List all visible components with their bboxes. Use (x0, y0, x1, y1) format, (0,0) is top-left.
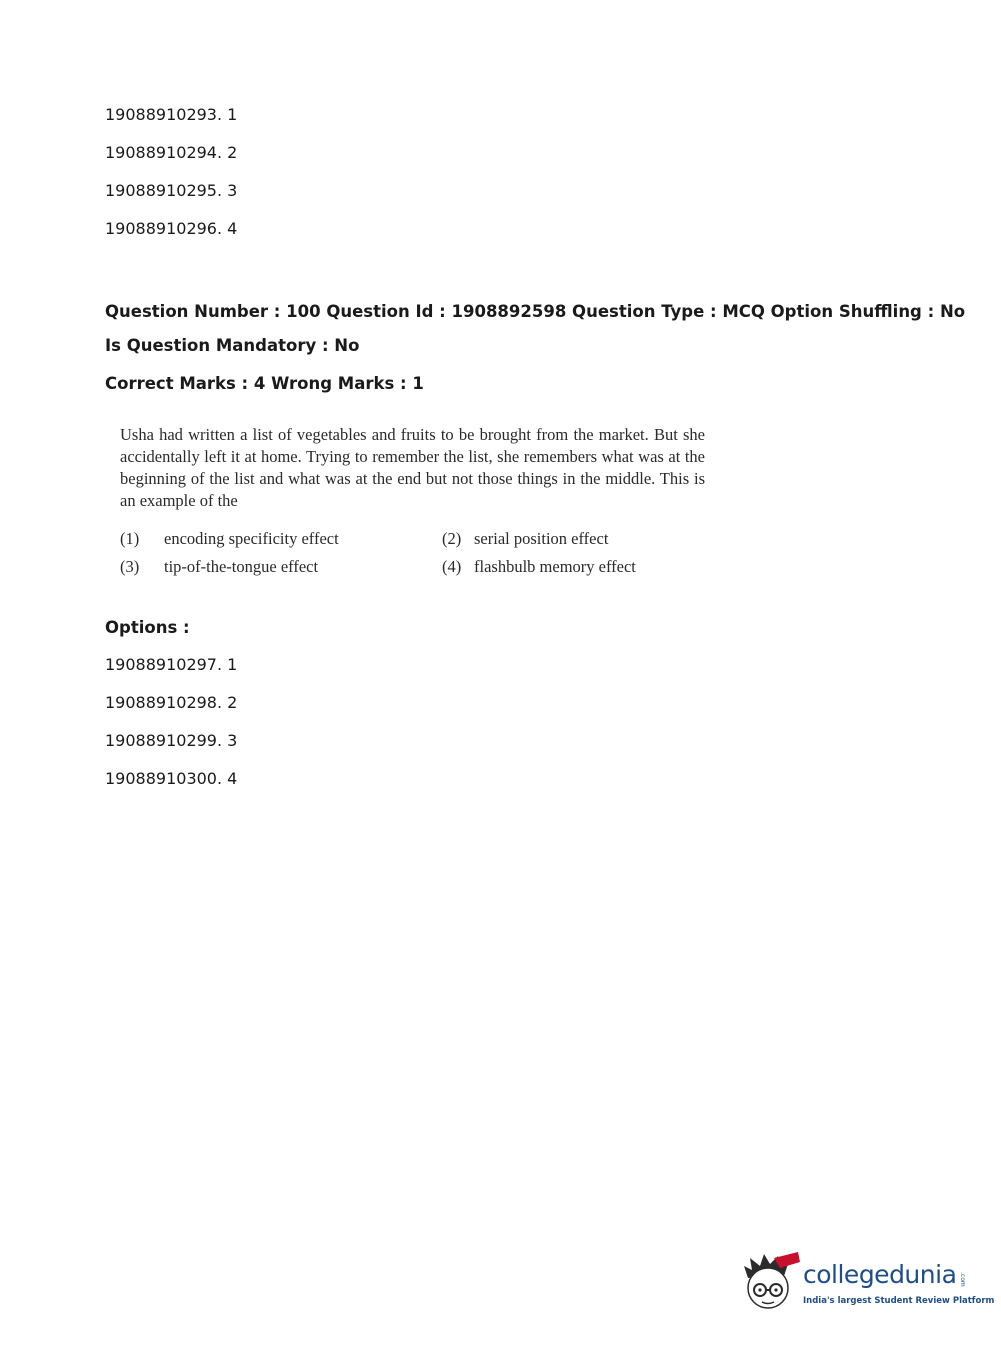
choice-2: (2) serial position effect (442, 529, 609, 548)
previous-option: 19088910296. 4 (105, 219, 238, 238)
logo-wordmark: collegedunia (803, 1260, 957, 1289)
choice-4: (4) flashbulb memory effect (442, 557, 636, 576)
option-item: 19088910299. 3 (105, 731, 238, 750)
logo-tagline: India's largest Student Review Platform (803, 1296, 995, 1306)
previous-option: 19088910293. 1 (105, 105, 238, 124)
previous-option: 19088910294. 2 (105, 143, 238, 162)
choice-1: (1) encoding specificity effect (120, 529, 339, 548)
question-image (120, 424, 705, 576)
mascot-icon (740, 1248, 802, 1318)
previous-option: 19088910295. 3 (105, 181, 238, 200)
logo-suffix: .com (959, 1272, 966, 1287)
choice-3: (3) tip-of-the-tongue effect (120, 557, 319, 576)
question-text: Usha had written a list of vegetables and fruits to be brought from the market. But she accidentally left it at home. Trying to remember the list, she remembers what was at the beginning of the list and what was at the end but not those things in the middle. This is an example of the (120, 425, 705, 510)
question-mandatory: Is Question Mandatory : No (105, 336, 360, 355)
options-label: Options : (105, 618, 190, 637)
option-item: 19088910300. 4 (105, 769, 238, 788)
collegedunia-logo (740, 1248, 995, 1318)
option-item: 19088910298. 2 (105, 693, 238, 712)
question-header: Question Number : 100 Question Id : 1908892598 Question Type : MCQ Option Shuffling : No (105, 302, 966, 321)
question-marks: Correct Marks : 4 Wrong Marks : 1 (105, 374, 424, 393)
option-item: 19088910297. 1 (105, 655, 238, 674)
